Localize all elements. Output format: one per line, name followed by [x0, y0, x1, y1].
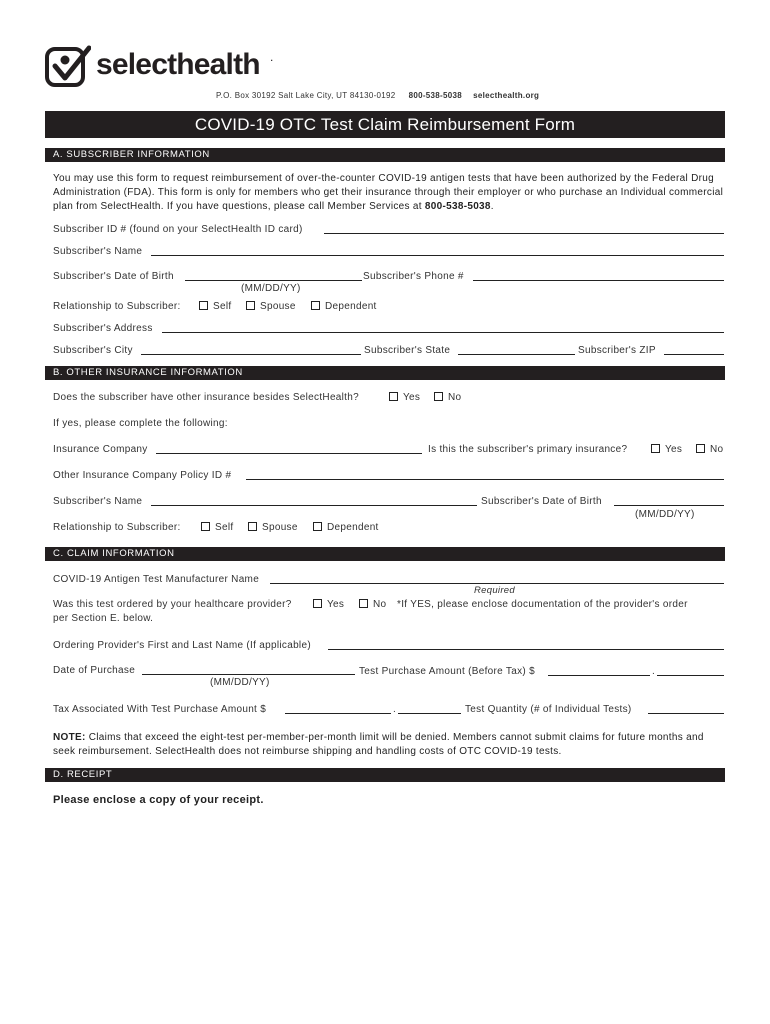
b-subscriber-name-label: Subscriber's Name [53, 496, 143, 507]
purchase-amount-cents-field[interactable] [657, 675, 724, 676]
subscriber-address-field[interactable] [162, 332, 724, 333]
purchase-amount-dollars-field[interactable] [548, 675, 650, 676]
primary-yes[interactable]: Yes [651, 444, 682, 456]
manufacturer-field[interactable] [270, 583, 724, 584]
subscriber-state-label: Subscriber's State [364, 345, 451, 356]
tax-cents-field[interactable] [398, 713, 461, 714]
checkbox-icon[interactable] [651, 444, 660, 453]
subscriber-name-field[interactable] [151, 255, 724, 256]
provider-name-label: Ordering Provider's First and Last Name (If applicable) [53, 640, 311, 651]
section-d-heading: D. RECEIPT [45, 768, 725, 782]
subscriber-zip-label: Subscriber's ZIP [578, 345, 656, 356]
b-rel-self-option[interactable]: Self [201, 522, 233, 534]
checkbox-icon[interactable] [246, 301, 255, 310]
checkbox-icon[interactable] [199, 301, 208, 310]
subscriber-address-label: Subscriber's Address [53, 323, 153, 334]
quantity-field[interactable] [648, 713, 724, 714]
address: P.O. Box 30192 Salt Lake City, UT 84130-0192 [216, 91, 396, 100]
quantity-label: Test Quantity (# of Individual Tests) [465, 704, 632, 715]
section-a-intro: You may use this form to request reimbursement of over-the-counter COVID-19 antigen tests that have been authorized by the Federal Drug Administration (FDA). This form is only for members who get their insurance through their employer or who purchase an Individual commercial plan from SelectHealth. If you have questions, please call Member Services at 800-538-5038. [53, 173, 724, 212]
logo [45, 44, 285, 88]
section-c-heading: C. CLAIM INFORMATION [45, 547, 725, 561]
section-a-heading: A. SUBSCRIBER INFORMATION [45, 148, 725, 162]
b-rel-dependent-option[interactable]: Dependent [313, 522, 379, 534]
subscriber-phone-field[interactable] [473, 280, 724, 281]
subscriber-state-field[interactable] [458, 354, 575, 355]
checkbox-icon[interactable] [359, 599, 368, 608]
b-rel-spouse-option[interactable]: Spouse [248, 522, 298, 534]
subscriber-id-field[interactable] [324, 233, 724, 234]
b-subscriber-name-field[interactable] [151, 505, 477, 506]
subscriber-name-label: Subscriber's Name [53, 246, 143, 257]
brand-name: selecthealth [96, 48, 260, 81]
section-b-heading: B. OTHER INSURANCE INFORMATION [45, 366, 725, 380]
primary-insurance-question: Is this the subscriber's primary insurance? [428, 444, 628, 455]
title-bar [45, 111, 725, 138]
required-hint: Required [474, 585, 515, 596]
primary-no[interactable]: No [696, 444, 723, 456]
insurance-company-field[interactable] [156, 453, 422, 454]
subscriber-dob-label: Subscriber's Date of Birth [53, 271, 174, 282]
member-services-phone: 800-538-5038 [424, 201, 491, 212]
tax-dollars-field[interactable] [285, 713, 391, 714]
other-insurance-question: Does the subscriber have other insurance besides SelectHealth? [53, 392, 359, 403]
selecthealth-logo-icon [45, 44, 91, 88]
subscriber-zip-field[interactable] [664, 354, 724, 355]
ordered-question: Was this test ordered by your healthcare provider? [53, 599, 292, 610]
provider-name-field[interactable] [328, 649, 724, 650]
subscriber-dob-field[interactable] [185, 280, 362, 281]
ordered-no[interactable]: No [359, 599, 386, 611]
ordered-yes[interactable]: Yes [313, 599, 344, 611]
tax-label: Tax Associated With Test Purchase Amount $ [53, 704, 267, 715]
checkbox-icon[interactable] [201, 522, 210, 531]
b-subscriber-dob-field[interactable] [614, 505, 724, 506]
insurance-company-label: Insurance Company [53, 444, 148, 455]
subscriber-phone-label: Subscriber's Phone # [363, 271, 464, 282]
subscriber-city-label: Subscriber's City [53, 345, 133, 356]
if-yes-instruction: If yes, please complete the following: [53, 418, 228, 429]
subscriber-dob-hint: (MM/DD/YY) [241, 283, 301, 294]
subscriber-city-field[interactable] [141, 354, 361, 355]
receipt-instruction: Please enclose a copy of your receipt. [53, 794, 264, 806]
rel-self-option[interactable]: Self [199, 301, 231, 313]
ordered-note-2: per Section E. below. [53, 613, 154, 624]
policy-id-field[interactable] [246, 479, 724, 480]
b-subscriber-dob-hint: (MM/DD/YY) [635, 509, 695, 520]
manufacturer-label: COVID-19 Antigen Test Manufacturer Name [53, 574, 260, 585]
purchase-date-field[interactable] [142, 674, 355, 675]
checkbox-icon[interactable] [389, 392, 398, 401]
b-relationship-label: Relationship to Subscriber: [53, 522, 181, 533]
relationship-label: Relationship to Subscriber: [53, 301, 181, 312]
b-subscriber-dob-label: Subscriber's Date of Birth [481, 496, 602, 507]
note-label: NOTE: [53, 732, 86, 743]
checkbox-icon[interactable] [313, 522, 322, 531]
checkbox-icon[interactable] [434, 392, 443, 401]
page-title: COVID-19 OTC Test Claim Reimbursement Form [194, 115, 576, 134]
website: selecthealth.org [473, 91, 540, 100]
checkbox-icon[interactable] [311, 301, 320, 310]
purchase-amount-decimal: . [652, 666, 656, 677]
purchase-date-hint: (MM/DD/YY) [210, 677, 270, 688]
policy-id-label: Other Insurance Company Policy ID # [53, 470, 232, 481]
brand-mark: . [270, 50, 274, 64]
purchase-amount-label: Test Purchase Amount (Before Tax) $ [359, 666, 535, 677]
checkbox-icon[interactable] [313, 599, 322, 608]
checkbox-icon[interactable] [696, 444, 705, 453]
contact-line [216, 90, 539, 102]
subscriber-id-label: Subscriber ID # (found on your SelectHealth ID card) [53, 224, 303, 235]
other-insurance-no[interactable]: No [434, 392, 461, 404]
phone: 800-538-5038 [408, 91, 463, 100]
checkbox-icon[interactable] [248, 522, 257, 531]
tax-decimal: . [393, 704, 397, 715]
ordered-note: *If YES, please enclose documentation of the provider's order [397, 599, 688, 610]
claim-note: NOTE: Claims that exceed the eight-test per-member-per-month limit will be denied. Members cannot submit claims for future months and seek reimbursement. SelectHealth does not reimburse shipping and handling costs of OTC COVID-19 tests. [53, 732, 704, 757]
purchase-date-label: Date of Purchase [53, 665, 136, 676]
rel-dependent-option[interactable]: Dependent [311, 301, 377, 313]
other-insurance-yes[interactable]: Yes [389, 392, 420, 404]
rel-spouse-option[interactable]: Spouse [246, 301, 296, 313]
